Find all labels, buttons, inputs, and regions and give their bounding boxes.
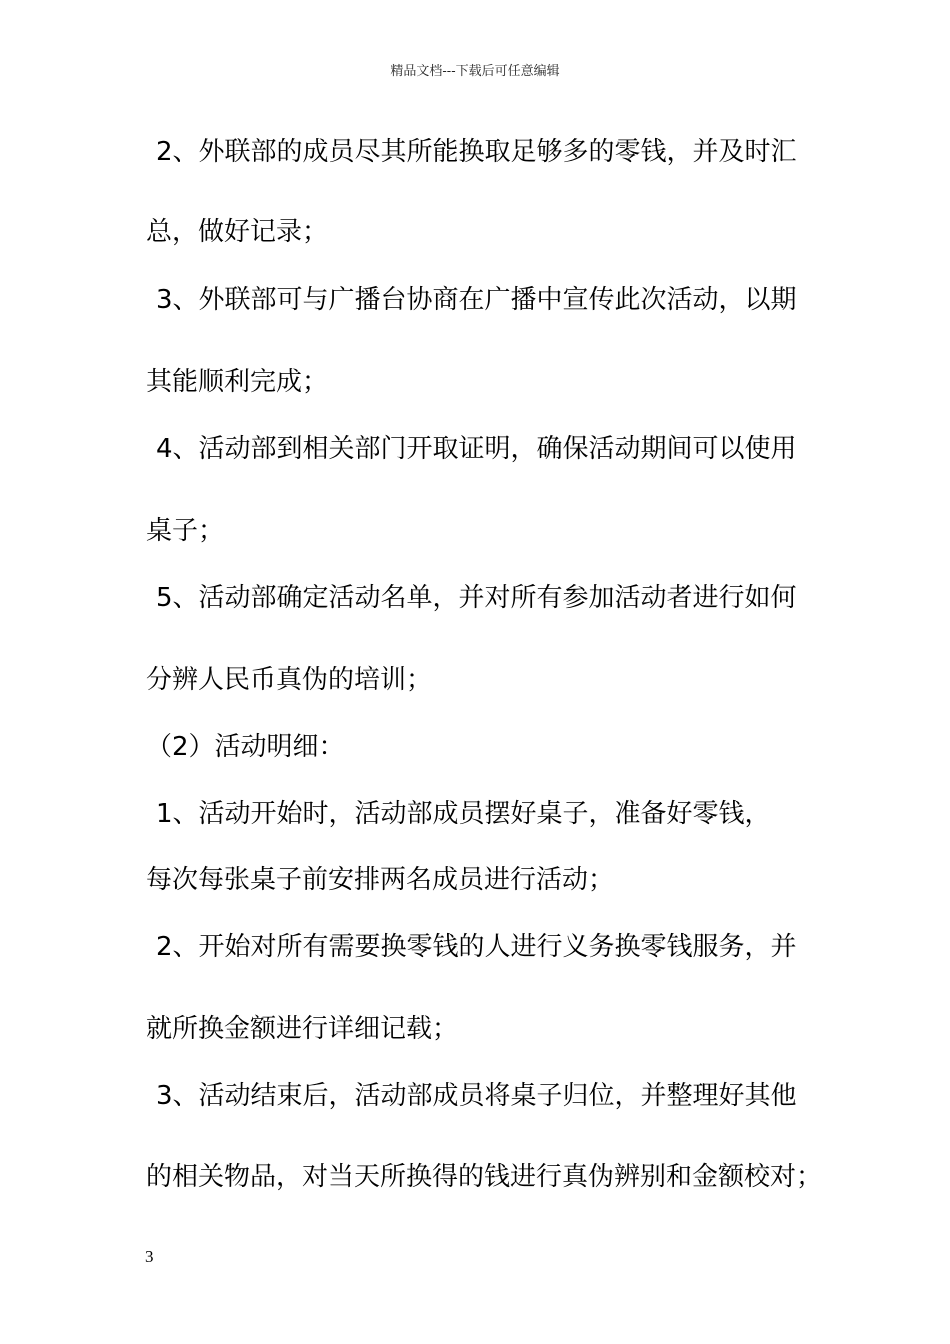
text-line: 总，做好记录； — [146, 217, 329, 247]
text-line: 1、活动开始时，活动部成员摆好桌子，准备好零钱， — [156, 799, 771, 829]
page-number: 3 — [145, 1247, 154, 1266]
text-line: 其能顺利完成； — [146, 367, 329, 397]
text-line: 2、开始对所有需要换零钱的人进行义务换零钱服务，并 — [156, 932, 797, 962]
text-line: 3、活动结束后，活动部成员将桌子归位，并整理好其他 — [156, 1081, 797, 1111]
text-line: 就所换金额进行详细记载； — [146, 1014, 459, 1044]
text-line: 2、外联部的成员尽其所能换取足够多的零钱，并及时汇 — [156, 137, 797, 167]
text-line: 3、外联部可与广播台协商在广播中宣传此次活动，以期 — [156, 285, 797, 315]
text-line: 4、活动部到相关部门开取证明，确保活动期间可以使用 — [156, 434, 797, 464]
text-line: 的相关物品，对当天所换得的钱进行真伪辨别和金额校对； — [146, 1162, 823, 1192]
text-line: 5、活动部确定活动名单，并对所有参加活动者进行如何 — [156, 583, 797, 613]
text-line: 桌子； — [146, 516, 225, 546]
text-line: 每次每张桌子前安排两名成员进行活动； — [146, 865, 615, 895]
text-line: 分辨人民币真伪的培训； — [146, 665, 433, 695]
section-heading: （2）活动明细： — [146, 732, 345, 762]
page-header: 精品文档---下载后可任意编辑 — [390, 64, 560, 79]
